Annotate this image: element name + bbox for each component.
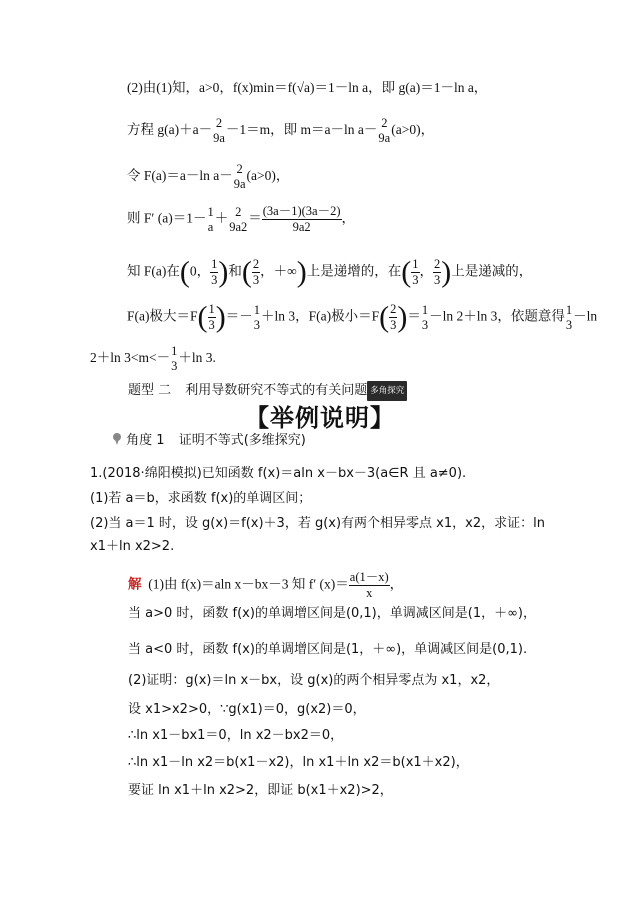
- solution-line8: 要证 ln x1＋ln x2>2，即证 b(x1＋x2)>2，: [128, 783, 393, 798]
- text: 2＋ln 3<m<－: [90, 350, 171, 366]
- problem-q1: (1)若 a＝b，求函数 f(x)的单调区间；: [90, 491, 312, 506]
- example-title: 【举例说明】: [245, 404, 395, 432]
- solution-line4: (2)证明：g(x)＝ln x－bx，设 g(x)的两个相异零点为 x1，x2，: [128, 673, 500, 688]
- angle-title: 证明不等式(多维探究): [178, 433, 306, 448]
- denominator: 3: [211, 273, 218, 287]
- paren: ): [218, 255, 229, 289]
- paren: (: [197, 300, 208, 334]
- text: 和: [228, 263, 242, 279]
- fraction: [262, 204, 342, 235]
- part2-line3: [127, 162, 289, 192]
- text: 知 F(a)在: [127, 263, 180, 279]
- text: －1＝m，即 m＝a－ln a－: [225, 122, 378, 138]
- numerator: 1: [421, 302, 429, 317]
- numerator: 1: [208, 302, 215, 316]
- paren: (: [241, 255, 252, 289]
- denominator: 3: [390, 318, 397, 332]
- numerator: 2: [235, 204, 242, 219]
- fraction: [565, 303, 573, 333]
- denominator: 3: [171, 359, 178, 373]
- text: 方程 g(a)＋a－: [127, 122, 213, 138]
- numerator: 2: [236, 162, 243, 176]
- text: ＝－: [225, 308, 253, 324]
- text: (1)由 f(x)＝aln x－bx－3 知 f′ (x)＝: [148, 576, 349, 592]
- numerator: 1: [207, 204, 214, 219]
- solution-line1: [128, 570, 403, 601]
- numerator: 1: [211, 257, 218, 271]
- fraction: [208, 302, 216, 333]
- denominator: 9a2: [229, 219, 248, 234]
- fraction: [228, 205, 248, 235]
- numerator: 1: [171, 344, 178, 358]
- numerator: a(1－x): [349, 570, 389, 584]
- denominator: 9a: [213, 131, 225, 145]
- numerator: 2: [215, 116, 223, 130]
- solution-line7: ∴ln x1－ln x2＝b(x1－x2)，ln x1＋ln x2＝b(x1＋x2)，: [128, 755, 469, 770]
- solution-line2: 当 a>0 时，函数 f(x)的单调增区间是(0,1)，单调减区间是(1，＋∞)，: [128, 606, 537, 621]
- text: 则 F′ (a)＝1－: [127, 210, 207, 226]
- numerator: 2: [434, 257, 441, 271]
- denominator: 9a: [233, 177, 246, 191]
- denominator: 3: [421, 317, 429, 332]
- numerator: 2: [252, 257, 260, 271]
- paren: ): [397, 300, 408, 334]
- numerator: 1: [412, 257, 419, 271]
- text: F(a)极大＝F: [127, 308, 198, 324]
- denominator: 3: [253, 317, 260, 332]
- part2-line2: [127, 116, 434, 146]
- fraction: [411, 257, 419, 288]
- part2-line1: (2)由(1)知，a>0，f(x)min＝f(√a)＝1－ln a，即 g(a)＝1－ln a，: [127, 80, 488, 95]
- text: (a>0)，: [391, 122, 435, 138]
- solution-line5: 设 x1>x2>0，∵g(x1)＝0，g(x2)＝0，: [128, 702, 366, 717]
- fraction: [421, 303, 429, 333]
- text: ＋: [214, 210, 229, 226]
- text: ＋ln 3.: [178, 350, 216, 366]
- denominator: 9a: [378, 131, 391, 145]
- fraction: [349, 570, 390, 601]
- solution-line3: 当 a<0 时，函数 f(x)的单调增区间是(1，＋∞)，单调减区间是(0,1).: [128, 642, 528, 657]
- text: ，: [389, 576, 404, 592]
- text: ，＋∞: [260, 263, 297, 279]
- part2-line7: [90, 344, 216, 374]
- angle-heading: [112, 432, 306, 450]
- text: ＋ln 3，F(a)极小＝F: [261, 308, 380, 324]
- text: (a>0)，: [246, 168, 290, 184]
- text: ＝: [248, 210, 262, 226]
- denominator: 3: [412, 273, 419, 287]
- part2-line5: 知 F(a)在(0， $\frac{1}{3}$ )和( $\frac{2}{3}$ ，＋∞)上是递增的，在( $\frac{1}{3}$ ， $\frac{2}{3}$ )上是递减的，: [127, 255, 533, 289]
- paren: (: [379, 300, 390, 334]
- paren: ): [296, 255, 307, 289]
- numerator: 1: [253, 302, 260, 317]
- part2-line4: [127, 204, 355, 235]
- fraction: [377, 116, 391, 146]
- denominator: 3: [565, 317, 573, 332]
- fraction: [212, 116, 226, 146]
- text: 0，: [189, 263, 211, 279]
- fraction: [252, 257, 260, 288]
- denominator: x: [366, 586, 373, 600]
- problem-q2: (2)当 a＝1 时，设 g(x)＝f(x)＋3，若 g(x)有两个相异零点 x1，x2，求证：ln: [90, 516, 545, 531]
- text: ＝: [407, 308, 421, 324]
- location-pin-icon: [112, 433, 122, 445]
- denominator: 9a2: [292, 220, 311, 234]
- part2-line6: [127, 302, 597, 333]
- fraction: [233, 162, 247, 192]
- problem-q2-cont: x1＋ln x2>2.: [90, 539, 175, 554]
- denominator: 3: [252, 273, 260, 287]
- type-title: 利用导数研究不等式的有关问题: [185, 383, 368, 398]
- denominator: 3: [434, 273, 441, 287]
- angle-label: 角度 1: [126, 433, 165, 448]
- paren: (: [401, 255, 412, 289]
- multi-angle-badge: 多角探究: [367, 381, 407, 401]
- fraction: [253, 303, 261, 333]
- type-label: 题型 二: [128, 383, 172, 398]
- text: 上是递增的，在: [306, 263, 402, 279]
- numerator: 2: [381, 116, 388, 130]
- solution-label: 解: [128, 576, 142, 593]
- problem-stem: 1.(2018·绵阳模拟)已知函数 f(x)＝aln x－bx－3(a∈R 且 a≠0).: [90, 466, 467, 481]
- denominator: a: [207, 219, 214, 234]
- fraction: [206, 205, 214, 235]
- text: 上是递减的，: [451, 263, 533, 279]
- paren: ): [441, 255, 452, 289]
- solution-line6: ∴ln x1－bx1＝0，ln x2－bx2＝0，: [128, 728, 344, 743]
- text: －ln: [573, 308, 598, 324]
- paren: (: [179, 255, 190, 289]
- denominator: 3: [208, 318, 215, 332]
- numerator: 1: [565, 302, 573, 317]
- numerator: (3a－1)(3a－2): [262, 204, 341, 218]
- numerator: 2: [390, 302, 397, 316]
- paren: ): [215, 300, 226, 334]
- text: 令 F(a)＝a－ln a－: [127, 168, 233, 184]
- fraction: [433, 257, 441, 288]
- text: ，: [341, 210, 356, 226]
- text: －ln 2＋ln 3，依题意得: [429, 308, 565, 324]
